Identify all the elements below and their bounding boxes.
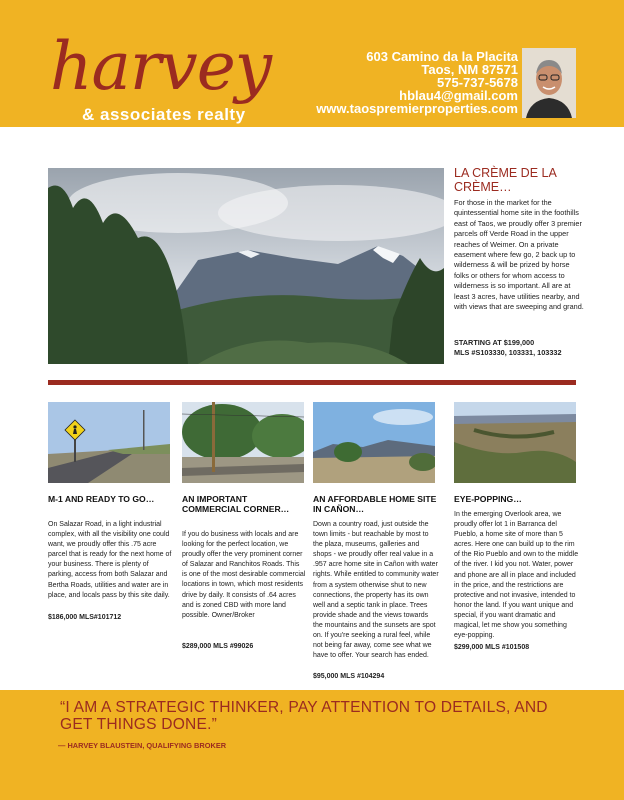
listing-4-body: In the emerging Overlook area, we proudly offer lot 1 in Barranca del Pueblo, a home site of more than 5 acres. Here one can build up to the rim of the Rio Pueblo and own to the middle of the river. I kid you not. Water, power and phone are all in place and included in the price, and the restrictions are protective and not invasive, intended to honor the land. If you want unique and special, if you want dramatic and magical, let me show you something eye-popping. — [454, 511, 579, 640]
listing-3-body: Down a country road, just outside the town limits - but reachable by most to the plaza, museums, galleries and shops - we proudly offer real value in a .957 acre home site in Cañon with water rights. While entitled to community water from a system otherwise shut to new connections, the property has its own well and a septic tank in place. Trees provide shade and the views towards the mountains and the sunsets are spot on. If you're seeking a rural feel, while not being far away, come see what we have to offer. Your search has ended. — [313, 521, 439, 660]
listing-2-price: $289,000 MLS #99026 — [182, 643, 254, 650]
listing-3-title: AN AFFORDABLE HOME SITE IN CAÑON… — [313, 494, 437, 514]
contact-block — [316, 50, 518, 115]
feature-photo — [48, 168, 444, 364]
listing-1-photo — [48, 402, 170, 483]
feature-mls: MLS #S103330, 103331, 103332 — [454, 348, 562, 358]
footer-quote: “I AM A STRATEGIC THINKER, PAY ATTENTION TO DETAILS, AND GET THINGS DONE.” — [60, 699, 548, 733]
section-divider — [48, 380, 576, 385]
phone: 575-737-5678 — [437, 75, 518, 90]
address-line-1: 603 Camino da la Placita — [366, 49, 518, 64]
broker-photo — [522, 48, 576, 118]
feature-body: For those in the market for the quintessential home site in the foothills east of Taos, we proudly offer 3 premier parcels off Verde Road in the upper reaches of Weimer. On a private easement where few go, 2 back up to wilderness & will be prized by horse folks or others for whom access to wilderness is so important. All are at least 3 acres, have utilities nearby, and with views that are sweeping and grand. — [454, 198, 584, 312]
listing-3-price: $95,000 MLS #104294 — [313, 673, 385, 680]
listing-2-photo — [182, 402, 304, 483]
listing-1-body: On Salazar Road, in a light industrial complex, with all the visibility one could want, we proudly offer this .75 acre parcel that is ready for the next home of your business. There is plenty of parking, access from both Salazar and Bertha Roads, utilities and water are in place, and locals pass by this site daily. — [48, 521, 172, 599]
listing-4-title: EYE-POPPING… — [454, 494, 522, 504]
feature-price-block — [454, 338, 594, 359]
listing-4-photo — [454, 402, 576, 483]
address-line-2: Taos, NM 87571 — [421, 62, 518, 77]
feature-title: LA CRÈME DE LA CRÈME… — [454, 166, 557, 194]
listing-3-photo — [313, 402, 435, 483]
logo-script: harvey — [50, 28, 272, 105]
listing-2-body: If you do business with locals and are looking for the perfect location, we proudly offer the very prominent corner of Salazar and Ranchitos Roads. This is one of the most desirable commercial locations in town, which most residents drive by daily. It consists of .64 acres and is zoned CBD with more land possible. Owner/Broker — [182, 531, 306, 619]
listing-1-title: M-1 AND READY TO GO… — [48, 494, 155, 504]
logo-subtitle: & associates realty — [82, 105, 246, 124]
listing-1-price: $186,000 MLS#101712 — [48, 614, 122, 621]
feature-price: STARTING AT $199,000 — [454, 338, 535, 347]
footer-attribution: — HARVEY BLAUSTEIN, QUALIFYING BROKER — [58, 741, 227, 750]
listing-4-price: $299,000 MLS #101508 — [454, 644, 530, 651]
website: www.taospremierproperties.com — [316, 101, 518, 116]
email: hblau4@gmail.com — [399, 88, 518, 103]
listing-2-title: AN IMPORTANT COMMERCIAL CORNER… — [182, 494, 290, 514]
